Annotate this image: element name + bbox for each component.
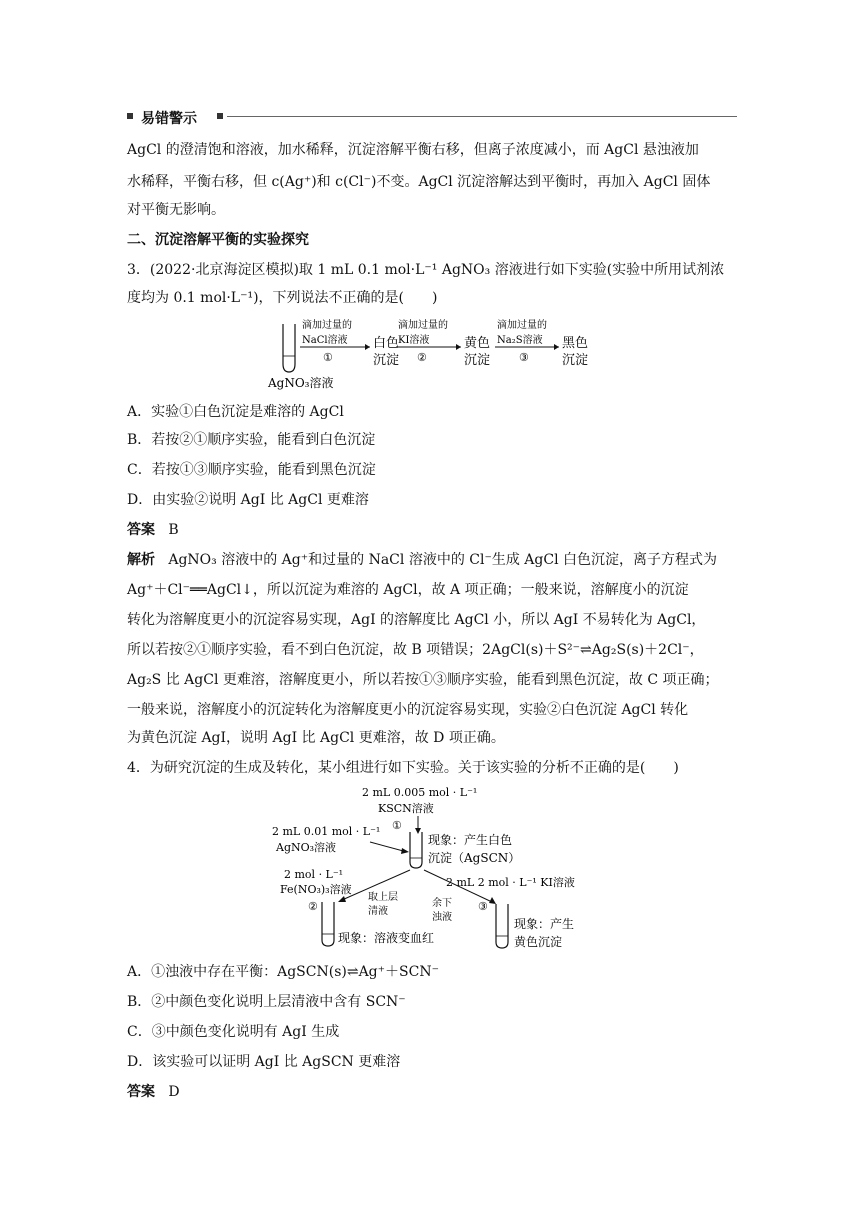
q3-stem-line-2: 度均为 0.1 mol·L⁻¹)，下列说法不正确的是( )	[127, 290, 438, 306]
phenom-3a: 现象：产生	[514, 917, 575, 931]
phenom-2: 现象：溶液变血红	[338, 931, 435, 945]
phenom-1a: 现象：产生白色	[428, 833, 513, 847]
fe-reagent-2: Fe(NO₃)₃溶液	[280, 883, 352, 896]
q3-option-b: B．若按②①顺序实验，能看到白色沉淀	[127, 432, 376, 448]
answer-value: B	[168, 522, 179, 538]
section-title: 二、沉淀溶解平衡的实验探究	[127, 232, 309, 248]
phenom-3b: 黄色沉淀	[514, 935, 563, 949]
step2-top: 滴加过量的	[398, 320, 448, 331]
take-1: 取上层	[368, 892, 398, 903]
bullet-square-icon	[217, 113, 223, 119]
analysis-text: AgNO₃ 溶液中的 Ag⁺和过量的 NaCl 溶液中的 Cl⁻生成 AgCl 白色沉淀，离子方程式为	[168, 552, 718, 568]
q3-analysis-line-6: 一般来说，溶解度小的沉淀转化为溶解度更小的沉淀容易实现，实验②白色沉淀 AgCl 转化	[127, 702, 689, 718]
step2-num: ②	[417, 351, 427, 364]
q4-option-c: C．③中颜色变化说明有 AgI 生成	[127, 1024, 340, 1040]
arrow-icon	[456, 344, 461, 350]
q3-analysis-line-7: 为黄色沉淀 AgI，说明 AgI 比 AgCl 更难溶，故 D 项正确。	[127, 730, 505, 746]
warning-title: 易错警示	[141, 111, 197, 127]
arrow-icon	[401, 848, 409, 854]
q3-option-c: C．若按①③顺序实验，能看到黑色沉淀	[127, 462, 376, 478]
step3-num: ③	[519, 351, 529, 364]
answer-value: D	[168, 1084, 180, 1100]
step1-num: ①	[323, 351, 333, 364]
step2-reagent: KI溶液	[398, 335, 430, 346]
q3-analysis-line-4: 所以若按②①顺序实验，看不到白色沉淀，故 B 项错误；2AgCl(s)＋S²⁻⇌Ag₂S(s)＋2Cl⁻，	[127, 642, 704, 658]
test-tube-icon	[283, 324, 295, 372]
warning-line-1: AgCl 的澄清饱和溶液，加水稀释，沉淀溶解平衡右移，但离子浓度减小，而 AgCl 悬浊液加	[127, 142, 699, 158]
left-reagent-1: 2 mL 0.01 mol · L⁻¹	[272, 825, 381, 838]
step3-result2: 沉淀	[562, 353, 589, 368]
step2-result2: 沉淀	[464, 353, 491, 368]
answer-label: 答案	[127, 1084, 155, 1100]
warning-header	[127, 108, 737, 126]
step3-top: 滴加过量的	[497, 320, 547, 331]
q3-answer-row	[127, 520, 737, 540]
step1-reagent: NaCl溶液	[302, 335, 348, 346]
rest-1: 余下	[432, 898, 452, 909]
q3-analysis-line-2: Ag⁺＋Cl⁻══AgCl↓，所以沉淀为难溶的 AgCl，故 A 项正确；一般来说，溶解度小的沉淀	[127, 582, 689, 598]
answer-label: 答案	[127, 522, 155, 538]
left-reagent-2: AgNO₃溶液	[276, 841, 337, 854]
q4-stem: 4．为研究沉淀的生成及转化，某小组进行如下实验。关于该实验的分析不正确的是( )	[127, 760, 679, 776]
q3-option-a: A．实验①白色沉淀是难溶的 AgCl	[127, 404, 344, 420]
num-1: ①	[392, 819, 402, 832]
q4-option-b: B．②中颜色变化说明上层清液中含有 SCN⁻	[127, 994, 406, 1010]
warning-line-3: 对平衡无影响。	[127, 202, 225, 218]
test-tube-icon	[322, 902, 334, 946]
q3-option-d: D．由实验②说明 AgI 比 AgCl 更难溶	[127, 492, 369, 508]
fe-reagent-1: 2 mol · L⁻¹	[284, 868, 344, 881]
q3-analysis-line-1	[127, 550, 737, 570]
step2-result1: 黄色	[464, 336, 491, 351]
arrow-icon	[365, 344, 370, 350]
step3-reagent: Na₂S溶液	[497, 335, 543, 346]
q3-analysis-line-5: Ag₂S 比 AgCl 更难溶，溶解度更小，所以若按①③顺序实验，能看到黑色沉淀，故 C 项正确；	[127, 672, 719, 688]
num-2: ②	[308, 900, 318, 913]
test-tube-icon	[410, 832, 422, 868]
step1-result2: 沉淀	[373, 353, 400, 368]
rest-2: 浊液	[432, 912, 452, 923]
bullet-square-icon	[127, 113, 133, 119]
q4-experiment-diagram	[270, 782, 610, 954]
arrow-icon	[489, 897, 496, 904]
header-rule	[227, 116, 737, 117]
analysis-label: 解析	[127, 552, 155, 568]
step1-top: 滴加过量的	[302, 320, 352, 331]
arrow-icon	[415, 828, 421, 834]
step3-result1: 黑色	[562, 336, 589, 351]
arrow-icon	[554, 344, 559, 350]
phenom-1b: 沉淀（AgSCN）	[428, 851, 521, 865]
q3-flow-diagram	[265, 316, 605, 392]
ki-reagent: 2 mL 2 mol · L⁻¹ KI溶液	[446, 876, 575, 889]
top-reagent-2: KSCN溶液	[378, 802, 434, 815]
q4-option-d: D．该实验可以证明 AgI 比 AgSCN 更难溶	[127, 1054, 401, 1070]
q4-option-a: A．①浊液中存在平衡：AgSCN(s)⇌Ag⁺＋SCN⁻	[127, 964, 439, 980]
q4-answer-row	[127, 1082, 737, 1102]
arrow-icon	[338, 896, 346, 902]
take-2: 清液	[368, 906, 388, 917]
q3-stem-line-1: 3．(2022·北京海淀区模拟)取 1 mL 0.1 mol·L⁻¹ AgNO₃ 溶液进行如下实验(实验中所用试剂浓	[127, 262, 725, 278]
test-tube-icon	[496, 904, 508, 948]
num-3: ③	[478, 900, 488, 913]
warning-line-2: 水稀释，平衡右移，但 c(Ag⁺)和 c(Cl⁻)不变。AgCl 沉淀溶解达到平衡时，再加入 AgCl 固体	[127, 174, 711, 190]
top-reagent-1: 2 mL 0.005 mol · L⁻¹	[362, 786, 478, 799]
step1-result1: 白色	[373, 336, 400, 351]
start-label: AgNO₃溶液	[268, 376, 334, 390]
q3-analysis-line-3: 转化为溶解度更小的沉淀容易实现，AgI 的溶解度比 AgCl 小，所以 AgI 不易转化为 AgCl，	[127, 612, 706, 628]
